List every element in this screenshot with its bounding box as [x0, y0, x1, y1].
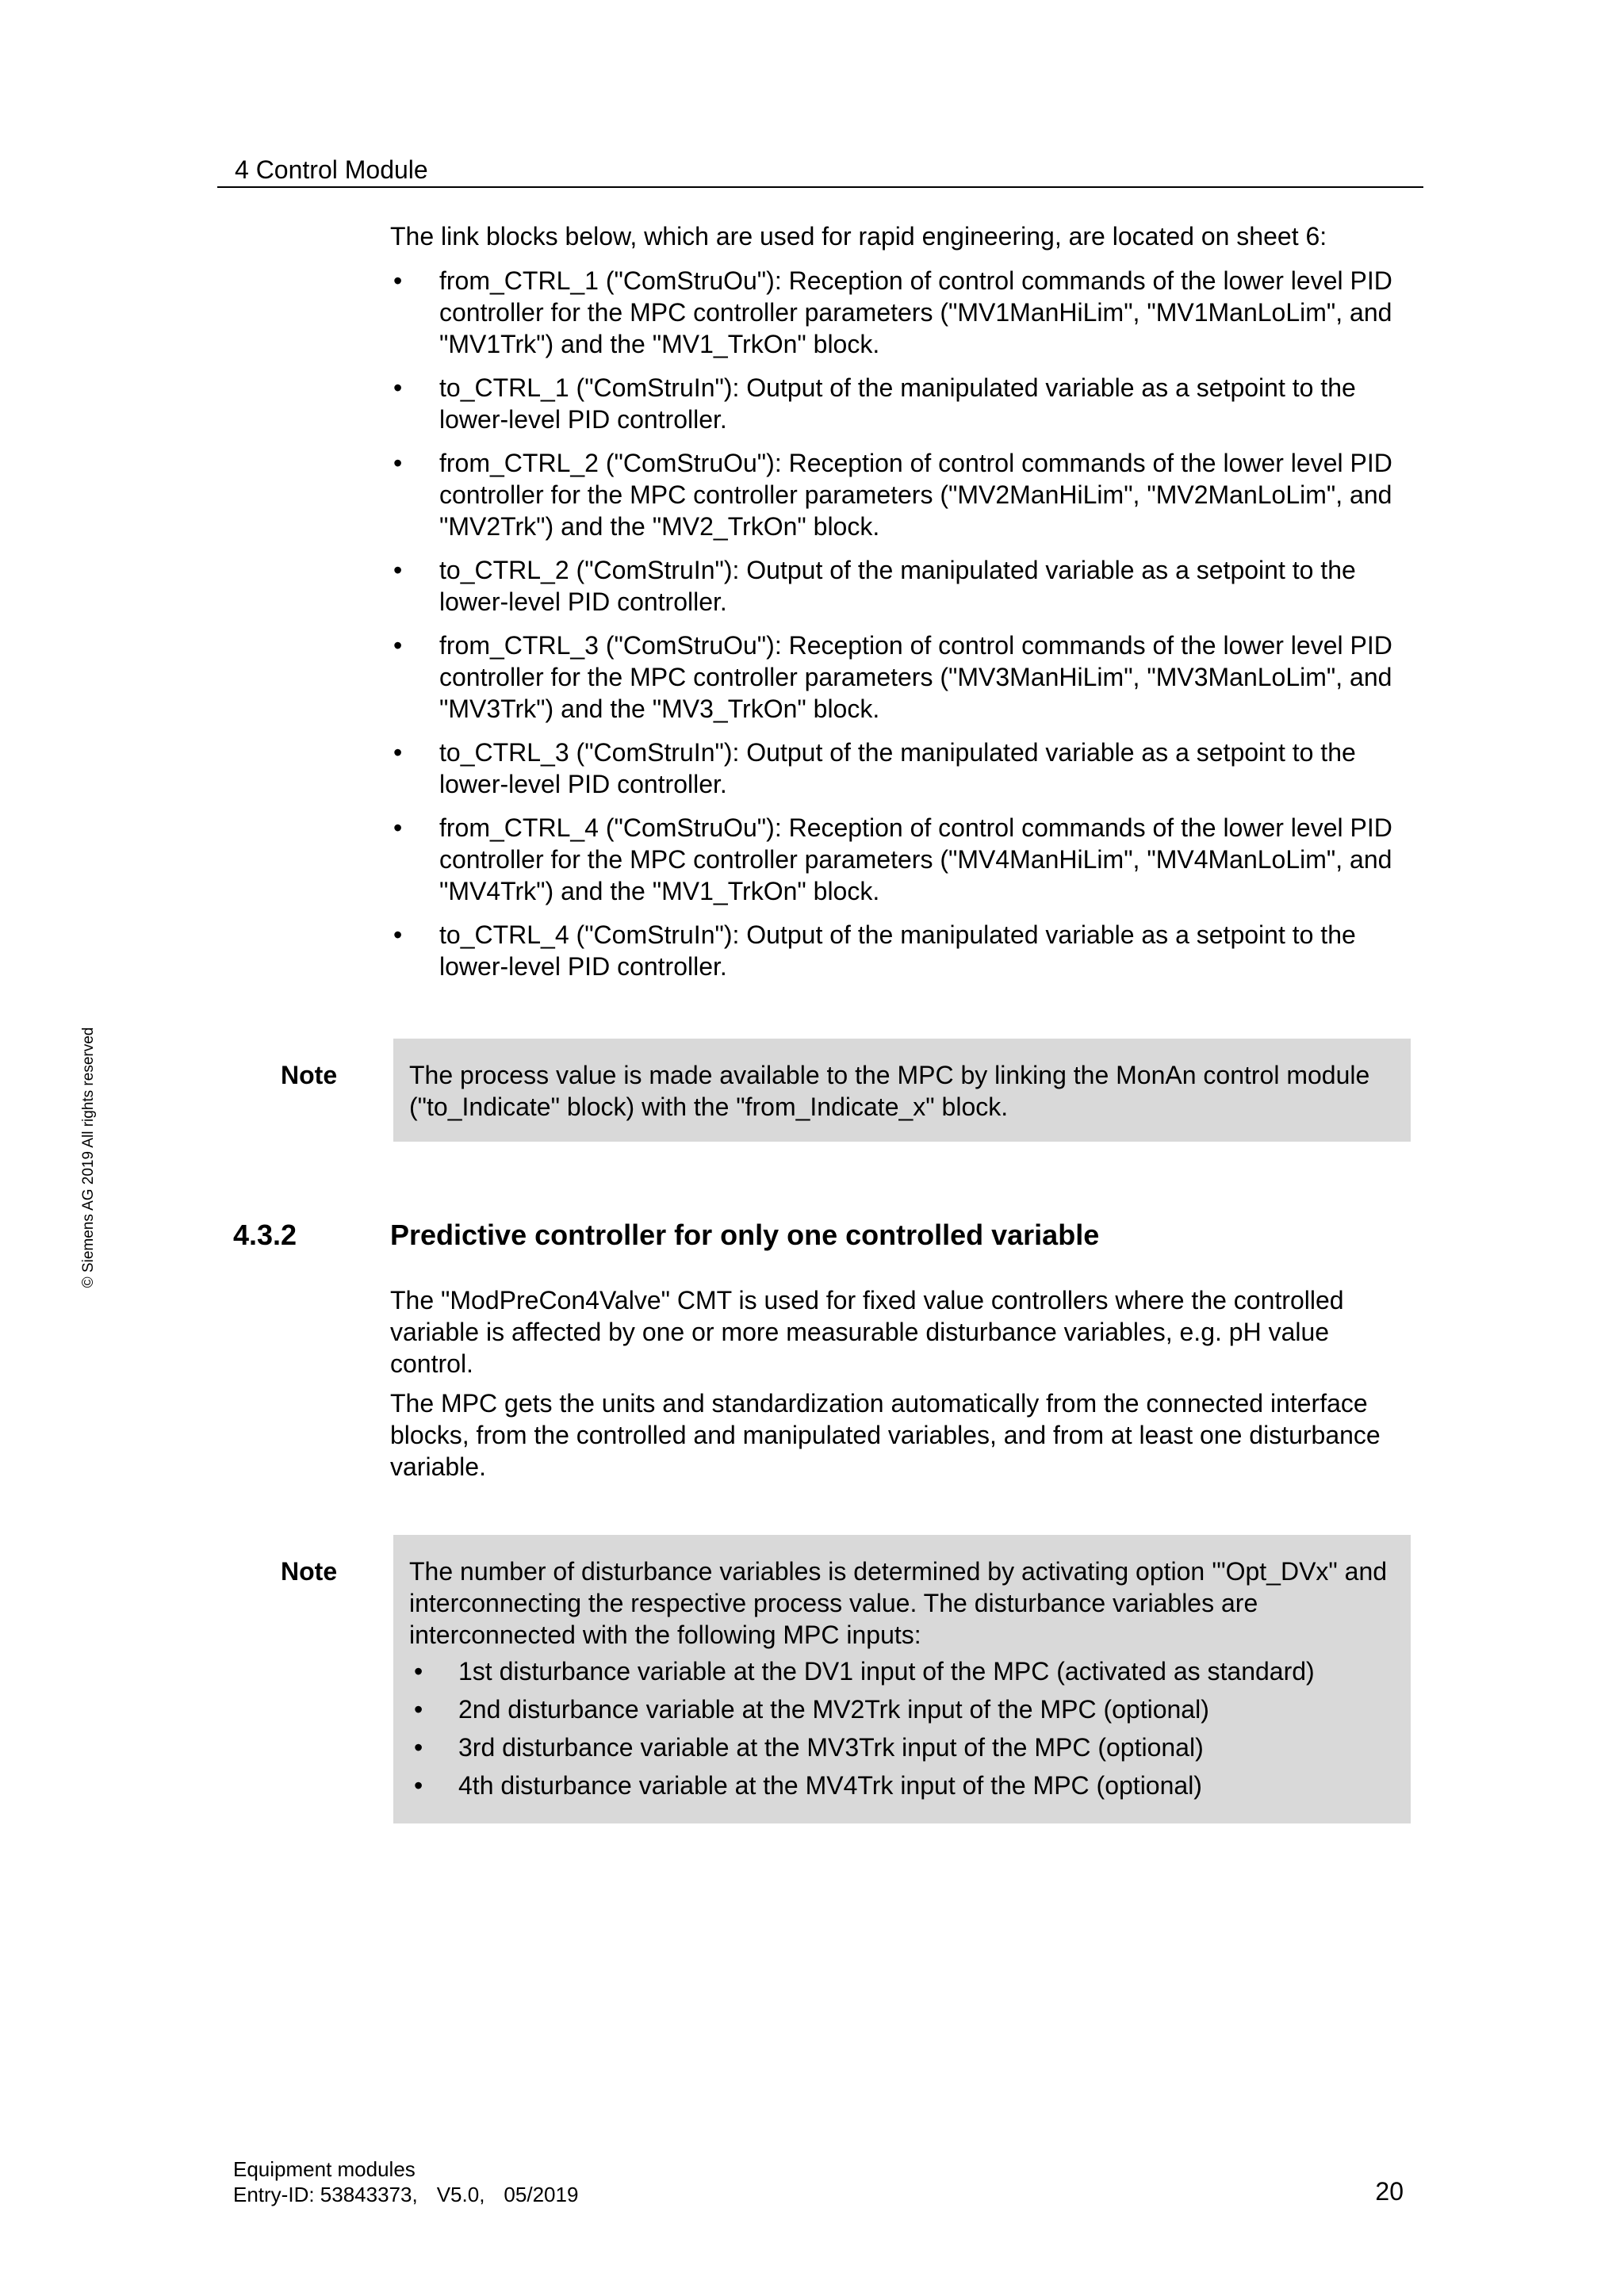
list-item-text: from_CTRL_1 ("ComStruOu"): Reception of control commands of the lower level PID controller for the MPC controller parameters ("MV1ManHiLim", "MV1ManLoLim", and "MV1Trk") and the "MV1_TrkOn" block.	[439, 266, 1392, 358]
list-item	[409, 1655, 1392, 1687]
note-label: Note	[281, 1557, 338, 1586]
bullet-icon: •	[414, 1657, 423, 1686]
bullet-icon: •	[393, 920, 403, 949]
bullet-icon: •	[414, 1695, 423, 1724]
footer-version: V5.0,	[436, 2183, 485, 2206]
chapter-title: 4 Control Module	[235, 155, 428, 184]
list-item-text: to_CTRL_4 ("ComStruIn"): Output of the manipulated variable as a setpoint to the lower-level PID controller.	[439, 920, 1356, 981]
list-item-text: from_CTRL_3 ("ComStruOu"): Reception of control commands of the lower level PID controller for the MPC controller parameters ("MV3ManHiLim", "MV3ManLoLim", and "MV3Trk") and the "MV3_TrkOn" block.	[439, 631, 1392, 723]
note-box	[393, 1535, 1411, 1823]
list-item	[409, 1770, 1392, 1801]
bullet-icon: •	[393, 738, 403, 767]
copyright-notice: © Siemens AG 2019 All rights reserved	[80, 1027, 97, 1288]
footer-doc-title: Equipment modules	[233, 2157, 416, 2181]
list-item-text: from_CTRL_2 ("ComStruOu"): Reception of control commands of the lower level PID controller for the MPC controller parameters ("MV2ManHiLim", "MV2ManLoLim", and "MV2Trk") and the "MV2_TrkOn" block.	[439, 449, 1392, 541]
footer-date: 05/2019	[504, 2183, 579, 2206]
list-item	[390, 737, 1421, 800]
section-title: Predictive controller for only one controlled variable	[390, 1219, 1100, 1251]
list-item	[390, 554, 1421, 618]
list-item-text: 2nd disturbance variable at the MV2Trk input of the MPC (optional)	[458, 1695, 1209, 1724]
list-item-text: 4th disturbance variable at the MV4Trk input of the MPC (optional)	[458, 1771, 1202, 1800]
footer-info	[233, 2156, 578, 2207]
note-label: Note	[281, 1061, 338, 1089]
header-divider	[217, 186, 1423, 188]
section-number: 4.3.2	[233, 1219, 297, 1251]
section-paragraph: The "ModPreCon4Valve" CMT is used for fixed value controllers where the controlled variable is affected by one or more measurable disturbance variables, e.g. pH value control.	[390, 1286, 1344, 1378]
intro-paragraph: The link blocks below, which are used for rapid engineering, are located on sheet 6:	[390, 222, 1327, 251]
bullet-icon: •	[393, 556, 403, 584]
section-paragraph: The MPC gets the units and standardization automatically from the connected interface blocks, from the controlled and manipulated variables, and from at least one disturbance variable.	[390, 1389, 1381, 1481]
list-item-text: 3rd disturbance variable at the MV3Trk input of the MPC (optional)	[458, 1733, 1204, 1762]
note-list	[409, 1655, 1392, 1801]
bullet-icon: •	[393, 813, 403, 842]
bullet-icon: •	[393, 631, 403, 660]
list-item	[409, 1732, 1392, 1763]
list-item	[390, 812, 1421, 907]
list-item	[390, 447, 1421, 542]
bullet-icon: •	[414, 1771, 423, 1800]
list-item-text: to_CTRL_2 ("ComStruIn"): Output of the manipulated variable as a setpoint to the lower-level PID controller.	[439, 556, 1356, 616]
list-item	[390, 919, 1421, 982]
bullet-icon: •	[393, 266, 403, 295]
list-item	[390, 372, 1421, 435]
footer-entry-id: Entry-ID: 53843373,	[233, 2183, 418, 2206]
bullet-icon: •	[393, 449, 403, 477]
page-number: 20	[1375, 2177, 1404, 2206]
list-item-text: 1st disturbance variable at the DV1 input of the MPC (activated as standard)	[458, 1657, 1315, 1686]
list-item-text: to_CTRL_3 ("ComStruIn"): Output of the manipulated variable as a setpoint to the lower-level PID controller.	[439, 738, 1356, 798]
list-item	[409, 1693, 1392, 1725]
note-box	[393, 1039, 1411, 1142]
list-item-text: from_CTRL_4 ("ComStruOu"): Reception of control commands of the lower level PID controller for the MPC controller parameters ("MV4ManHiLim", "MV4ManLoLim", and "MV4Trk") and the "MV1_TrkOn" block.	[439, 813, 1392, 905]
note-text: The number of disturbance variables is determined by activating option '"Opt_DVx" and interconnecting the respective process value. The disturbance variables are interconnected with the following MPC inputs:	[409, 1557, 1388, 1649]
list-item	[390, 629, 1421, 725]
list-item-text: to_CTRL_1 ("ComStruIn"): Output of the manipulated variable as a setpoint to the lower-level PID controller.	[439, 373, 1356, 434]
link-blocks-list	[390, 265, 1421, 994]
note-text: The process value is made available to the MPC by linking the MonAn control module ("to_Indicate" block) with the "from_Indicate_x" block.	[409, 1061, 1370, 1121]
footer-entry-line	[233, 2182, 578, 2207]
bullet-icon: •	[414, 1733, 423, 1762]
list-item	[390, 265, 1421, 360]
bullet-icon: •	[393, 373, 403, 402]
